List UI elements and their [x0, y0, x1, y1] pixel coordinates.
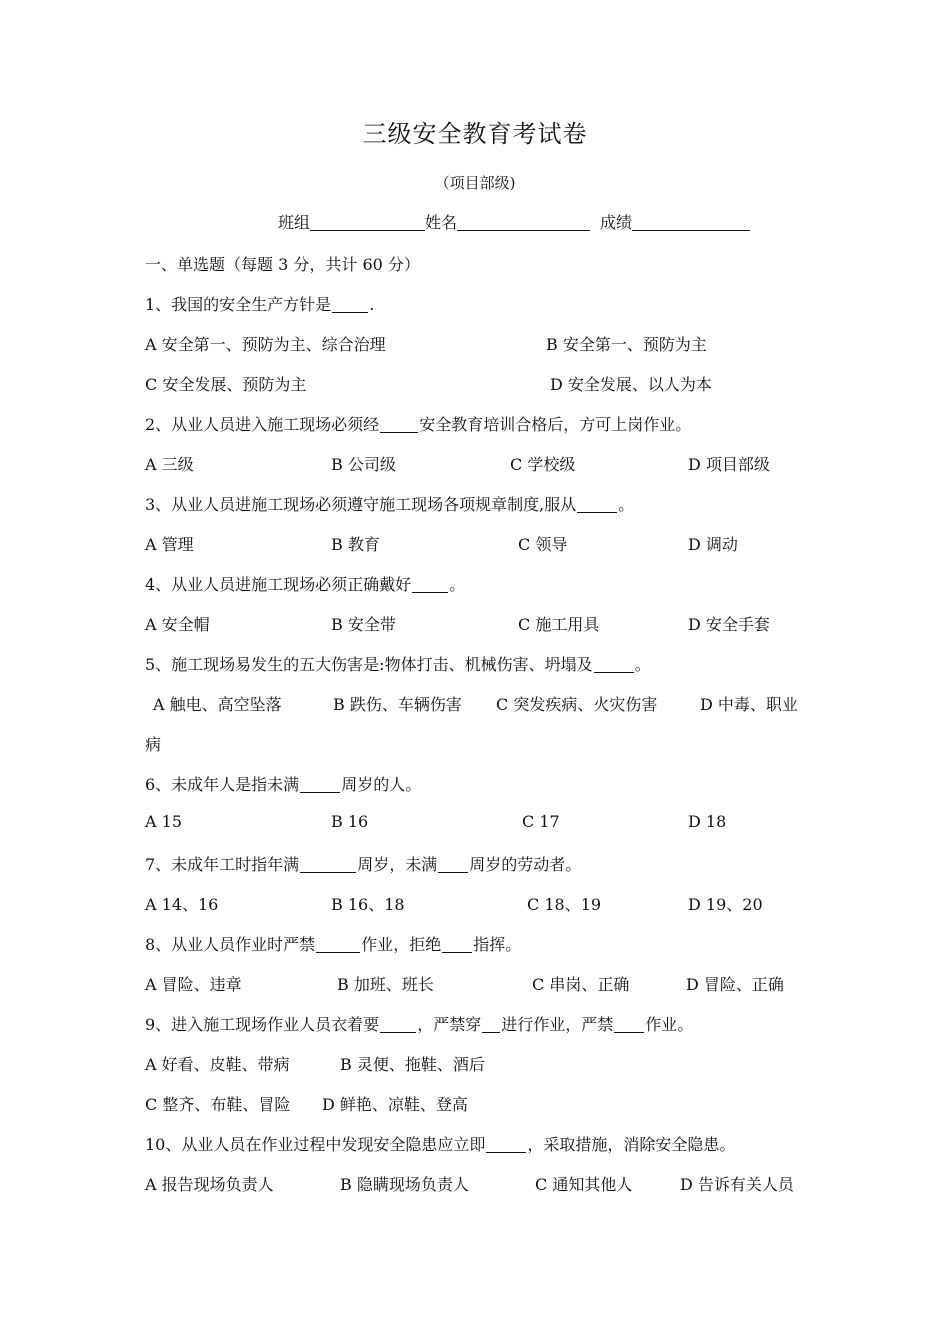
student-info-row: [278, 210, 750, 233]
question-9: [145, 1012, 693, 1035]
question-text: ，严禁穿: [417, 1015, 482, 1034]
score-blank[interactable]: [632, 214, 750, 231]
option-b: B 安全带: [331, 615, 396, 634]
question-text: 周岁的人。: [341, 775, 422, 794]
option-b: B 安全第一、预防为主: [546, 335, 707, 354]
name-blank[interactable]: [457, 214, 590, 231]
question-text: 2、从业人员进入施工现场必须经: [145, 415, 380, 434]
answer-blank: [482, 1018, 500, 1033]
answer-blank: [300, 858, 356, 873]
question-10: [145, 1132, 735, 1155]
answer-blank: [486, 1138, 526, 1153]
answer-blank: [577, 498, 617, 513]
question-text: 。: [634, 655, 651, 674]
question-text: 作业，拒绝: [361, 935, 442, 954]
option-c: C 安全发展、预防为主: [145, 375, 307, 394]
option-a: A 报告现场负责人: [145, 1175, 274, 1194]
answer-blank: [316, 938, 360, 953]
option-c: C 串岗、正确: [532, 975, 630, 994]
question-text: 4、从业人员进施工现场必须正确戴好: [145, 575, 412, 594]
option-c: C 整齐、布鞋、冒险: [145, 1095, 291, 1114]
answer-blank: [594, 658, 634, 673]
option-b: B 公司级: [331, 455, 396, 474]
option-c: C 通知其他人: [535, 1175, 633, 1194]
class-label: 班组: [278, 213, 311, 232]
option-c: C 学校级: [510, 455, 576, 474]
score-label: 成绩: [600, 213, 633, 232]
question-text: 7、未成年工时指年满: [145, 855, 300, 874]
option-d: D 安全手套: [688, 615, 770, 634]
question-2: [145, 412, 691, 435]
question-8: [145, 932, 521, 955]
option-a: A 管理: [145, 535, 194, 554]
question-text: 9、进入施工现场作业人员衣着要: [145, 1015, 380, 1034]
question-text: 6、未成年人是指未满: [145, 775, 300, 794]
option-a: A 15: [145, 812, 182, 831]
question-text: 。: [618, 495, 635, 514]
question-5: [145, 652, 651, 675]
option-b: B 16: [331, 812, 369, 831]
question-text: 进行作业，严禁: [501, 1015, 614, 1034]
option-d: D 冒险、正确: [686, 975, 784, 994]
answer-blank: [614, 1018, 644, 1033]
answer-blank: [380, 418, 418, 433]
question-4: [145, 572, 465, 595]
question-1: [145, 292, 374, 315]
option-b: B 教育: [331, 535, 380, 554]
option-d: D 18: [688, 812, 727, 831]
exam-subtitle: （项目部级): [434, 174, 516, 192]
option-b: B 灵便、拖鞋、酒后: [340, 1055, 485, 1074]
answer-blank: [332, 298, 368, 313]
option-d: D 安全发展、以人为本: [550, 375, 712, 394]
option-d: D 中毒、职业: [700, 695, 798, 714]
name-label: 姓名: [425, 213, 458, 232]
question-7: [145, 852, 581, 875]
class-blank[interactable]: [310, 214, 425, 231]
question-3: [145, 492, 634, 515]
option-b: B 隐瞒现场负责人: [340, 1175, 469, 1194]
option-d: D 项目部级: [688, 455, 770, 474]
option-c: C 18、19: [527, 895, 602, 914]
question-text: 安全教育培训合格后，方可上岗作业。: [419, 415, 692, 434]
option-c: C 17: [522, 812, 560, 831]
answer-blank: [300, 778, 340, 793]
question-text: 10、从业人员在作业过程中发现安全隐患应立即: [145, 1135, 486, 1154]
question-text: ，采取措施，消除安全隐患。: [527, 1135, 736, 1154]
answer-blank: [380, 1018, 416, 1033]
option-d: D 鲜艳、凉鞋、登高: [322, 1095, 468, 1114]
question-text: 3、从业人员进施工现场必须遵守施工现场各项规章制度,服从: [145, 495, 577, 514]
answer-blank: [412, 578, 448, 593]
question-text: 8、从业人员作业时严禁: [145, 935, 316, 954]
question-text: 1、我国的安全生产方针是: [145, 295, 332, 314]
option-a: A 安全第一、预防为主、综合治理: [145, 335, 386, 354]
option-c: C 施工用具: [518, 615, 600, 634]
option-d: D 告诉有关人员: [680, 1175, 794, 1194]
option-c: C 突发疾病、火灾伤害: [496, 695, 658, 714]
question-text: .: [369, 295, 375, 314]
option-d: D 19、20: [688, 895, 763, 914]
question-text: 5、施工现场易发生的五大伤害是:物体打击、机械伤害、坍塌及: [145, 655, 593, 674]
option-a: A 冒险、违章: [145, 975, 242, 994]
option-c: C 领导: [518, 535, 568, 554]
exam-title: 三级安全教育考试卷: [362, 120, 588, 148]
option-a: A 触电、高空坠落: [153, 695, 282, 714]
option-a: A 安全帽: [145, 615, 210, 634]
option-a: A 14、16: [145, 895, 219, 914]
option-a: A 好看、皮鞋、带病: [145, 1055, 290, 1074]
section-heading: 一、单选题（每题 3 分，共计 60 分）: [145, 255, 420, 274]
option-b: B 16、18: [331, 895, 405, 914]
question-6: [145, 772, 421, 795]
option-d: D 调动: [688, 535, 738, 554]
option-a: A 三级: [145, 455, 194, 474]
option-d-wrap: 病: [145, 735, 162, 754]
question-text: 作业。: [645, 1015, 694, 1034]
question-text: 周岁，未满: [357, 855, 438, 874]
option-b: B 跌伤、车辆伤害: [333, 695, 462, 714]
option-b: B 加班、班长: [337, 975, 434, 994]
answer-blank: [438, 858, 468, 873]
question-text: 指挥。: [473, 935, 522, 954]
question-text: 周岁的劳动者。: [469, 855, 582, 874]
question-text: 。: [449, 575, 466, 594]
answer-blank: [442, 938, 472, 953]
